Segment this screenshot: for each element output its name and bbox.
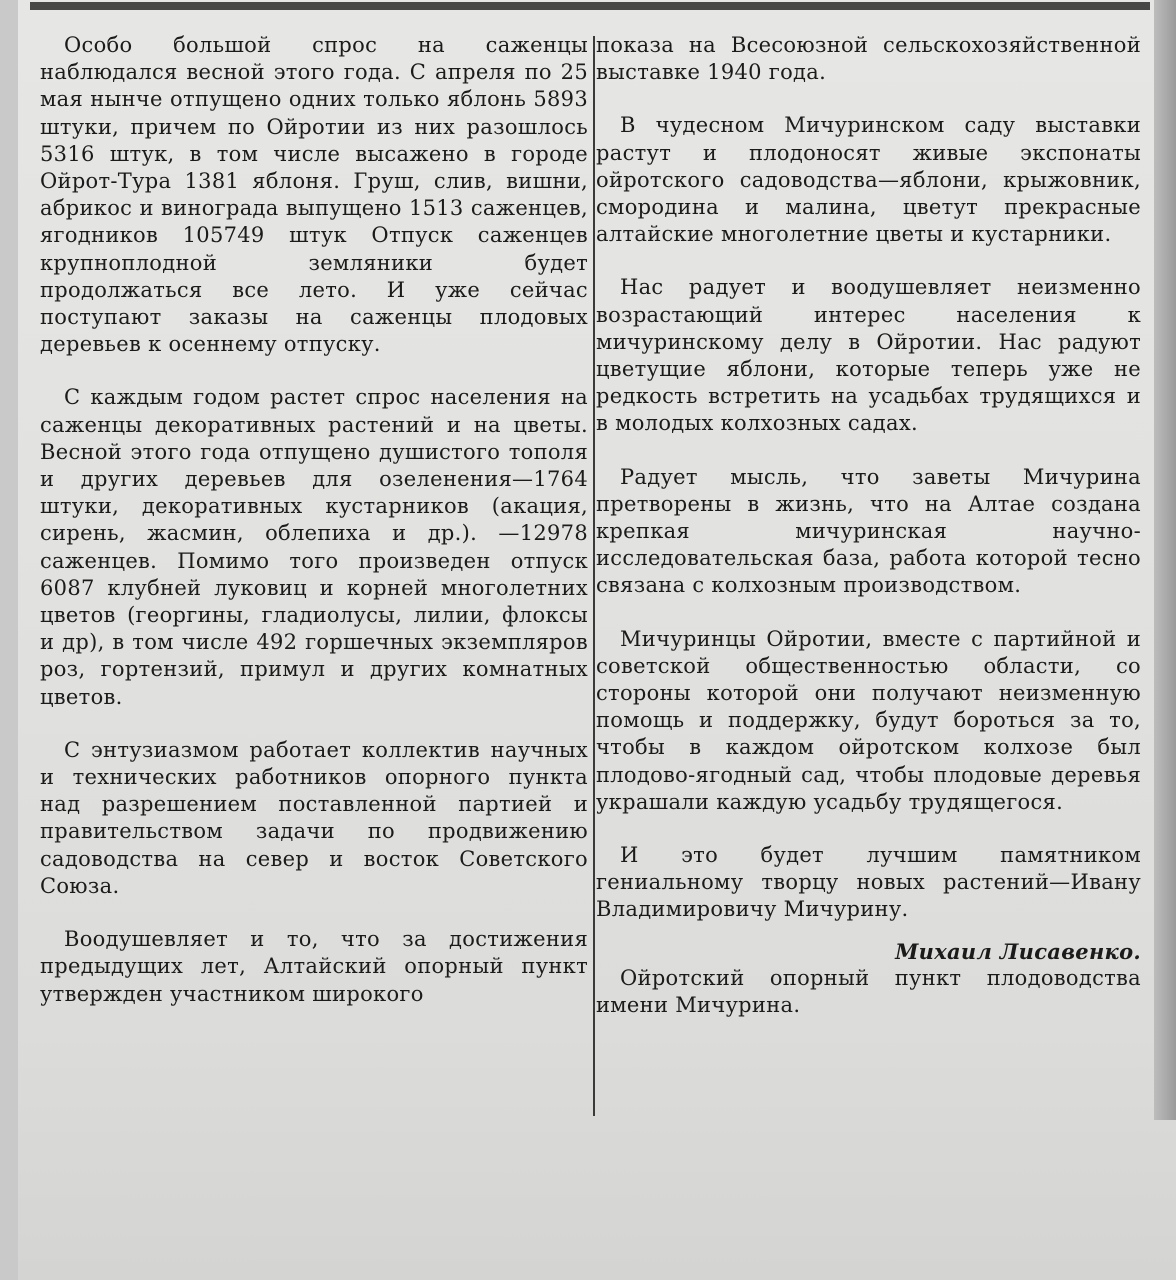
paragraph: Нас радует и воодушевляет неизменно возрастающий интерес населения к мичуринскому делу в Ойротии. Нас радуют цветущие яблони, которые теперь уже не редкость встретить на усадьбах трудящихся и в молодых колхозных садах. xyxy=(596,275,1141,436)
paragraph: И это будет лучшим памятником гениальному творцу новых растений—Ивану Владимировичу Мичурину. xyxy=(596,843,1141,922)
paragraph: Воодушевляет и то, что за достижения предыдущих лет, Алтайский опорный пункт утвержден участником широкого xyxy=(40,927,588,1006)
paper-edge xyxy=(1154,0,1176,1120)
paragraph: С каждым годом растет спрос населения на саженцы декоративных растений и на цветы. Весной этого года отпущено душистого тополя и других деревьев для озеленения—1764 штуки, декоративных кустарников (акация, сирень, жасмин, облепиха и др.). —12978 саженцев. Помимо того произведен отпуск 6087 клубней луковиц и корней многолетних цветов (георгины, гладиолусы, лилии, флоксы и др), в том числе 492 горшечных экземпляров роз, гортензий, примул и других комнатных цветов. xyxy=(40,385,588,709)
paragraph: Особо большой спрос на саженцы наблюдался весной этого года. С апреля по 25 мая нынче отпущено одних только яблонь 5893 штуки, причем по Ойротии из них разошлось 5316 штук, в том числе высажено в городе Ойрот-Тура 1381 яблоня. Груш, слив, вишни, абрикос и винограда выпущено 1513 саженцев, ягодников 105749 штук Отпуск саженцев крупноплодной земляники будет продолжаться все лето. И уже сейчас поступают заказы на саженцы плодовых деревьев к осеннему отпуску. xyxy=(40,33,588,357)
paragraph: Мичуринцы Ойротии, вместе с партийной и советской общественностью области, со стороны которой они получают неизменную помощь и поддержку, будут бороться за то, чтобы в каждом ойротском колхозе был плодово-ягодный сад, чтобы плодовые деревья украшали каждую усадьбу трудящегося. xyxy=(596,626,1141,814)
top-rule xyxy=(30,2,1150,10)
paragraph: В чудесном Мичуринском саду выставки растут и плодоносят живые экспонаты ойротского садоводства—яблони, крыжовник, смородина и малина, цветут прекрасные алтайские многолетние цветы и кустарники. xyxy=(596,113,1141,247)
author-signature: Михаил Лисавенко. xyxy=(895,938,1141,964)
paragraph: Радует мысль, что заветы Мичурина претворены в жизнь, что на Алтае создана крепкая мичуринская научно-исследовательская база, работа которой тесно связана с колхозным производством. xyxy=(596,464,1141,598)
paragraph: С энтузиазмом работает коллектив научных и технических работников опорного пункта над разрешением поставленной партией и правительством задачи по продвижению садоводства на север и восток Советского Союза. xyxy=(40,737,588,898)
author-affiliation: Ойротский опорный пункт плодоводства имени Мичурина. xyxy=(596,965,1141,1018)
paragraph: показа на Всесоюзной сельскохозяйственной выставке 1940 года. xyxy=(596,33,1141,85)
right-column xyxy=(596,32,1141,1019)
left-column xyxy=(40,32,588,1034)
column-divider xyxy=(593,36,595,1116)
